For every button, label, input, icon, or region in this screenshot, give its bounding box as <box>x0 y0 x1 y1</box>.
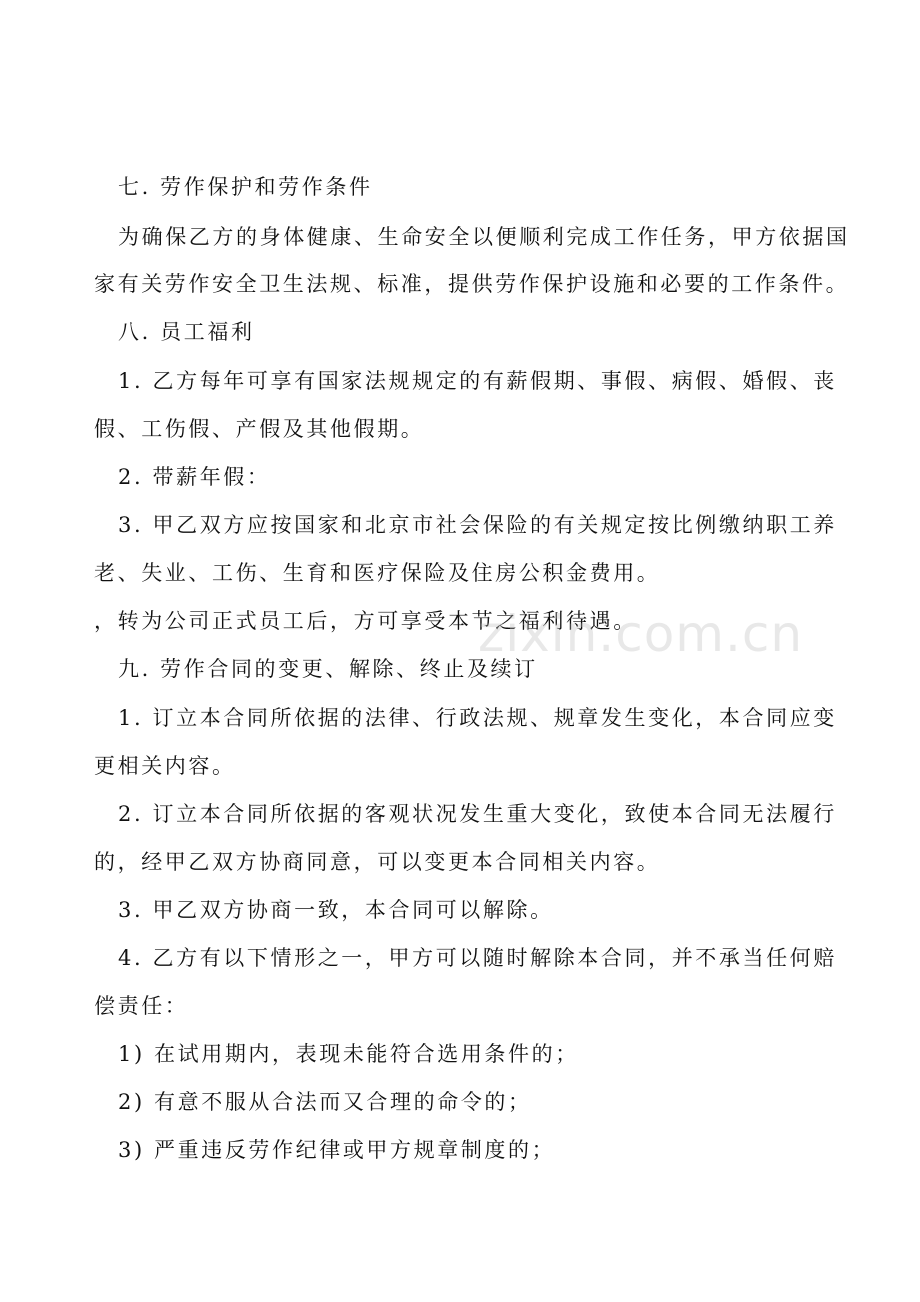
paragraph-line: 2. 带薪年假： <box>118 465 271 489</box>
section-heading: 九. 劳作合同的变更、解除、终止及续订 <box>118 657 538 681</box>
section-heading: 八. 员工福利 <box>118 320 255 344</box>
paragraph-line: 3. 甲乙双方协商一致，本合同可以解除。 <box>118 898 554 922</box>
paragraph-line: ，转为公司正式员工后，方可享受本节之福利待遇。 <box>94 609 637 633</box>
paragraph-line: 偿责任： <box>94 994 189 1018</box>
paragraph-line: 1. 乙方每年可享有国家法规规定的有薪假期、事假、病假、婚假、丧 <box>118 369 837 393</box>
list-item: 1) 在试用期内，表现未能符合选用条件的； <box>118 1042 579 1066</box>
list-item: 2) 有意不服从合法而又合理的命令的； <box>118 1090 532 1114</box>
paragraph-line: 1. 订立本合同所依据的法律、行政法规、规章发生变化，本合同应变 <box>118 706 837 730</box>
paragraph-line: 更相关内容。 <box>94 754 236 778</box>
list-item: 3) 严重违反劳作纪律或甲方规章制度的； <box>118 1138 556 1162</box>
paragraph-line: 3. 甲乙双方应按国家和北京市社会保险的有关规定按比例缴纳职工养 <box>118 513 837 537</box>
watermark: zixin.com.cn <box>478 605 804 663</box>
paragraph-line: 2. 订立本合同所依据的客观状况发生重大变化，致使本合同无法履行 <box>118 802 837 826</box>
section-heading: 七. 劳作保护和劳作条件 <box>118 175 373 199</box>
paragraph-line: 假、工伤假、产假及其他假期。 <box>94 417 425 441</box>
paragraph-line: 家有关劳作安全卫生法规、标准，提供劳作保护设施和必要的工作条件。 <box>94 272 850 296</box>
paragraph-line: 老、失业、工伤、生育和医疗保险及住房公积金费用。 <box>94 561 661 585</box>
paragraph-line: 4. 乙方有以下情形之一，甲方可以随时解除本合同，并不承当任何赔 <box>118 946 837 970</box>
paragraph-line: 的，经甲乙双方协商同意，可以变更本合同相关内容。 <box>94 850 661 874</box>
paragraph-line: 为确保乙方的身体健康、生命安全以便顺利完成工作任务，甲方依据国 <box>118 225 850 249</box>
